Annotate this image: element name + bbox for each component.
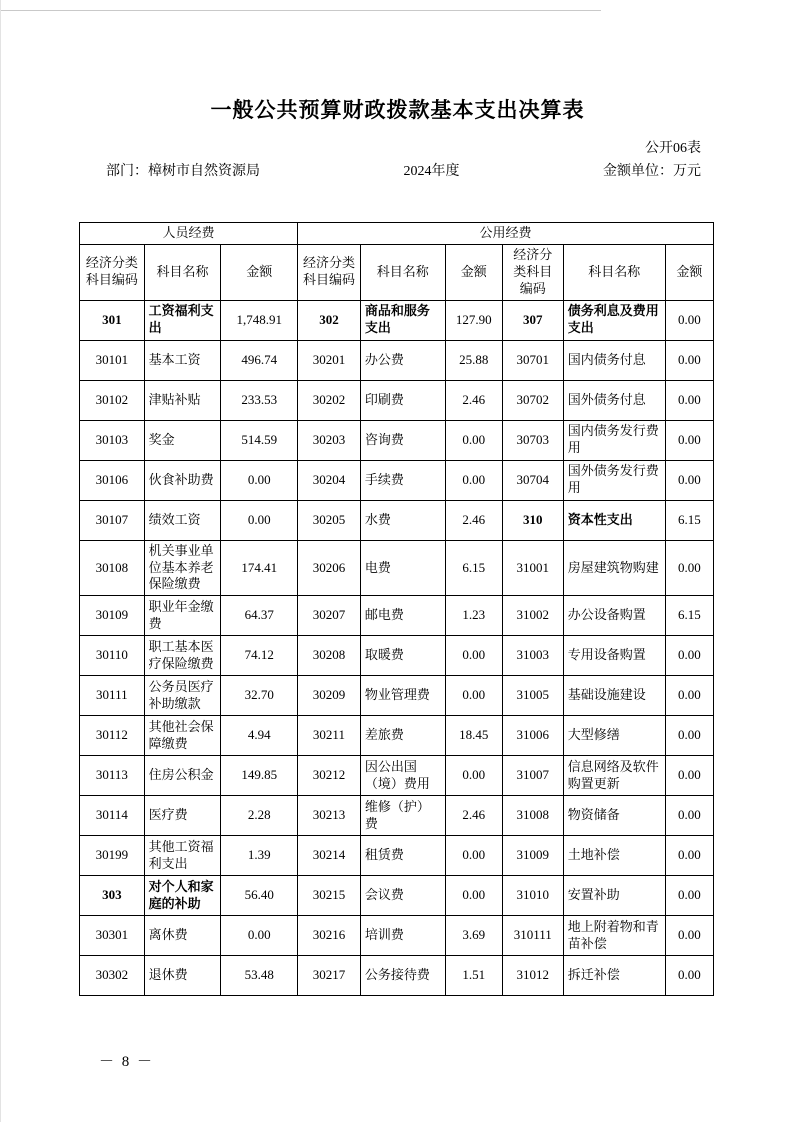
cell-subject-name: 水费 (360, 500, 445, 540)
cell-economic-code: 30215 (298, 876, 361, 916)
cell-economic-code: 30202 (298, 380, 361, 420)
table-row (80, 636, 714, 676)
cell-subject-name: 电费 (360, 540, 445, 596)
cell-subject-name: 基础设施建设 (563, 676, 665, 716)
cell-economic-code: 30205 (298, 500, 361, 540)
cell-economic-code: 30217 (298, 956, 361, 996)
cell-economic-code: 302 (298, 300, 361, 340)
cell-amount: 0.00 (665, 756, 713, 796)
cell-economic-code: 303 (80, 876, 145, 916)
cell-subject-name: 邮电费 (360, 596, 445, 636)
cell-amount: 6.15 (665, 596, 713, 636)
department-label: 部门：樟树市自然资源局 (106, 164, 260, 179)
cell-economic-code: 30212 (298, 756, 361, 796)
cell-amount: 1.23 (445, 596, 502, 636)
cell-economic-code: 30106 (80, 460, 145, 500)
cell-economic-code: 30703 (502, 420, 563, 460)
cell-subject-name: 印刷费 (360, 380, 445, 420)
cell-amount: 0.00 (665, 876, 713, 916)
table-row (80, 420, 714, 460)
cell-subject-name: 退休费 (144, 956, 221, 996)
cell-amount: 2.46 (445, 500, 502, 540)
cell-economic-code: 30203 (298, 420, 361, 460)
cell-subject-name: 医疗费 (144, 796, 221, 836)
cell-subject-name: 取暖费 (360, 636, 445, 676)
cell-economic-code: 310111 (502, 916, 563, 956)
cell-subject-name: 工资福利支出 (144, 300, 221, 340)
cell-amount: 0.00 (221, 500, 298, 540)
cell-subject-name: 伙食补助费 (144, 460, 221, 500)
cell-economic-code: 31010 (502, 876, 563, 916)
cell-subject-name: 津贴补贴 (144, 380, 221, 420)
cell-subject-name: 办公设备购置 (563, 596, 665, 636)
cell-amount: 0.00 (665, 716, 713, 756)
cell-subject-name: 地上附着物和青苗补偿 (563, 916, 665, 956)
cell-economic-code: 30107 (80, 500, 145, 540)
cell-subject-name: 公务接待费 (360, 956, 445, 996)
column-header: 金额 (445, 245, 502, 301)
cell-subject-name: 培训费 (360, 916, 445, 956)
cell-subject-name: 专用设备购置 (563, 636, 665, 676)
column-header: 经济分类科目编码 (80, 245, 145, 301)
cell-economic-code: 31001 (502, 540, 563, 596)
table-row (80, 876, 714, 916)
column-header: 经济分类科目编码 (298, 245, 361, 301)
table-row (80, 756, 714, 796)
cell-subject-name: 信息网络及软件购置更新 (563, 756, 665, 796)
table-row (80, 380, 714, 420)
cell-amount: 0.00 (665, 836, 713, 876)
cell-amount: 0.00 (665, 300, 713, 340)
cell-economic-code: 31002 (502, 596, 563, 636)
cell-amount: 0.00 (665, 340, 713, 380)
cell-amount: 496.74 (221, 340, 298, 380)
cell-amount: 0.00 (665, 460, 713, 500)
cell-economic-code: 30113 (80, 756, 145, 796)
cell-amount: 0.00 (445, 836, 502, 876)
cell-economic-code: 30206 (298, 540, 361, 596)
cell-economic-code: 30208 (298, 636, 361, 676)
cell-subject-name: 职业年金缴费 (144, 596, 221, 636)
cell-subject-name: 其他工资福利支出 (144, 836, 221, 876)
cell-economic-code: 30103 (80, 420, 145, 460)
cell-subject-name: 债务利息及费用支出 (563, 300, 665, 340)
cell-economic-code: 30199 (80, 836, 145, 876)
cell-amount: 2.46 (445, 380, 502, 420)
cell-amount: 0.00 (445, 676, 502, 716)
cell-economic-code: 30301 (80, 916, 145, 956)
cell-economic-code: 30302 (80, 956, 145, 996)
amount-unit-label: 金额单位：万元 (603, 164, 701, 179)
column-group-header: 公用经费 (298, 223, 714, 245)
cell-amount: 0.00 (445, 756, 502, 796)
scan-artifact-line (1, 10, 601, 11)
column-group-header: 人员经费 (80, 223, 298, 245)
cell-economic-code: 30702 (502, 380, 563, 420)
cell-economic-code: 31005 (502, 676, 563, 716)
cell-subject-name: 安置补助 (563, 876, 665, 916)
column-header: 科目名称 (144, 245, 221, 301)
cell-amount: 2.28 (221, 796, 298, 836)
cell-amount: 0.00 (445, 876, 502, 916)
cell-subject-name: 会议费 (360, 876, 445, 916)
cell-economic-code: 30216 (298, 916, 361, 956)
cell-amount: 514.59 (221, 420, 298, 460)
table-row (80, 540, 714, 596)
cell-subject-name: 国外债务付息 (563, 380, 665, 420)
column-header: 经济分类科目编码 (502, 245, 563, 301)
cell-amount: 1,748.91 (221, 300, 298, 340)
cell-economic-code: 30102 (80, 380, 145, 420)
cell-amount: 0.00 (221, 460, 298, 500)
cell-economic-code: 30111 (80, 676, 145, 716)
table-row (80, 916, 714, 956)
column-header: 金额 (665, 245, 713, 301)
table-row (80, 836, 714, 876)
cell-subject-name: 国内债务付息 (563, 340, 665, 380)
cell-economic-code: 30704 (502, 460, 563, 500)
page-number: － 8 － (99, 1054, 155, 1070)
cell-subject-name: 房屋建筑物购建 (563, 540, 665, 596)
table-row (80, 340, 714, 380)
cell-subject-name: 公务员医疗补助缴款 (144, 676, 221, 716)
cell-amount: 6.15 (445, 540, 502, 596)
cell-economic-code: 31003 (502, 636, 563, 676)
cell-economic-code: 310 (502, 500, 563, 540)
table-row (80, 956, 714, 996)
year-label: 2024年度 (403, 164, 460, 179)
table-row (80, 300, 714, 340)
table-row (80, 596, 714, 636)
cell-economic-code: 31012 (502, 956, 563, 996)
cell-amount: 0.00 (221, 916, 298, 956)
column-header: 科目名称 (360, 245, 445, 301)
cell-subject-name: 对个人和家庭的补助 (144, 876, 221, 916)
page-title: 一般公共预算财政拨款基本支出决算表 (210, 99, 585, 122)
cell-amount: 0.00 (445, 420, 502, 460)
cell-economic-code: 30214 (298, 836, 361, 876)
cell-economic-code: 31008 (502, 796, 563, 836)
cell-amount: 0.00 (665, 796, 713, 836)
cell-economic-code: 30213 (298, 796, 361, 836)
cell-economic-code: 301 (80, 300, 145, 340)
cell-amount: 0.00 (445, 636, 502, 676)
cell-amount: 233.53 (221, 380, 298, 420)
table-row (80, 716, 714, 756)
cell-economic-code: 30112 (80, 716, 145, 756)
cell-economic-code: 31007 (502, 756, 563, 796)
cell-subject-name: 离休费 (144, 916, 221, 956)
cell-economic-code: 30211 (298, 716, 361, 756)
cell-economic-code: 30201 (298, 340, 361, 380)
column-header: 金额 (221, 245, 298, 301)
cell-amount: 0.00 (665, 916, 713, 956)
cell-subject-name: 差旅费 (360, 716, 445, 756)
cell-amount: 18.45 (445, 716, 502, 756)
cell-subject-name: 土地补偿 (563, 836, 665, 876)
cell-amount: 2.46 (445, 796, 502, 836)
cell-subject-name: 维修（护）费 (360, 796, 445, 836)
cell-subject-name: 商品和服务支出 (360, 300, 445, 340)
cell-subject-name: 职工基本医疗保险缴费 (144, 636, 221, 676)
cell-amount: 53.48 (221, 956, 298, 996)
cell-subject-name: 咨询费 (360, 420, 445, 460)
table-number: 公开06表 (645, 141, 701, 156)
cell-economic-code: 30108 (80, 540, 145, 596)
cell-subject-name: 奖金 (144, 420, 221, 460)
cell-amount: 1.51 (445, 956, 502, 996)
cell-amount: 0.00 (665, 380, 713, 420)
cell-subject-name: 住房公积金 (144, 756, 221, 796)
cell-amount: 0.00 (445, 460, 502, 500)
cell-subject-name: 物资储备 (563, 796, 665, 836)
cell-economic-code: 30204 (298, 460, 361, 500)
cell-amount: 0.00 (665, 420, 713, 460)
cell-economic-code: 31006 (502, 716, 563, 756)
expenditure-table (79, 222, 714, 996)
cell-economic-code: 30114 (80, 796, 145, 836)
cell-subject-name: 其他社会保障缴费 (144, 716, 221, 756)
cell-subject-name: 因公出国（境）费用 (360, 756, 445, 796)
cell-amount: 32.70 (221, 676, 298, 716)
column-header: 科目名称 (563, 245, 665, 301)
cell-amount: 3.69 (445, 916, 502, 956)
cell-amount: 0.00 (665, 956, 713, 996)
cell-amount: 56.40 (221, 876, 298, 916)
column-group-header-row (80, 223, 714, 245)
table-row (80, 460, 714, 500)
cell-subject-name: 国内债务发行费用 (563, 420, 665, 460)
cell-subject-name: 大型修缮 (563, 716, 665, 756)
table-row (80, 500, 714, 540)
cell-amount: 25.88 (445, 340, 502, 380)
cell-economic-code: 30209 (298, 676, 361, 716)
cell-amount: 0.00 (665, 540, 713, 596)
cell-economic-code: 30101 (80, 340, 145, 380)
cell-amount: 4.94 (221, 716, 298, 756)
cell-subject-name: 基本工资 (144, 340, 221, 380)
cell-economic-code: 30701 (502, 340, 563, 380)
cell-amount: 6.15 (665, 500, 713, 540)
cell-amount: 174.41 (221, 540, 298, 596)
cell-amount: 127.90 (445, 300, 502, 340)
cell-subject-name: 资本性支出 (563, 500, 665, 540)
column-header-row (80, 245, 714, 301)
cell-economic-code: 31009 (502, 836, 563, 876)
cell-subject-name: 拆迁补偿 (563, 956, 665, 996)
cell-amount: 74.12 (221, 636, 298, 676)
cell-subject-name: 物业管理费 (360, 676, 445, 716)
cell-amount: 64.37 (221, 596, 298, 636)
table-meta-row (79, 160, 714, 180)
table-row (80, 796, 714, 836)
cell-economic-code: 30109 (80, 596, 145, 636)
cell-economic-code: 30110 (80, 636, 145, 676)
cell-amount: 0.00 (665, 676, 713, 716)
cell-subject-name: 手续费 (360, 460, 445, 500)
cell-subject-name: 绩效工资 (144, 500, 221, 540)
cell-amount: 1.39 (221, 836, 298, 876)
cell-subject-name: 国外债务发行费用 (563, 460, 665, 500)
cell-subject-name: 办公费 (360, 340, 445, 380)
table-row (80, 676, 714, 716)
cell-economic-code: 307 (502, 300, 563, 340)
cell-subject-name: 租赁费 (360, 836, 445, 876)
cell-economic-code: 30207 (298, 596, 361, 636)
cell-subject-name: 机关事业单位基本养老保险缴费 (144, 540, 221, 596)
cell-amount: 149.85 (221, 756, 298, 796)
cell-amount: 0.00 (665, 636, 713, 676)
